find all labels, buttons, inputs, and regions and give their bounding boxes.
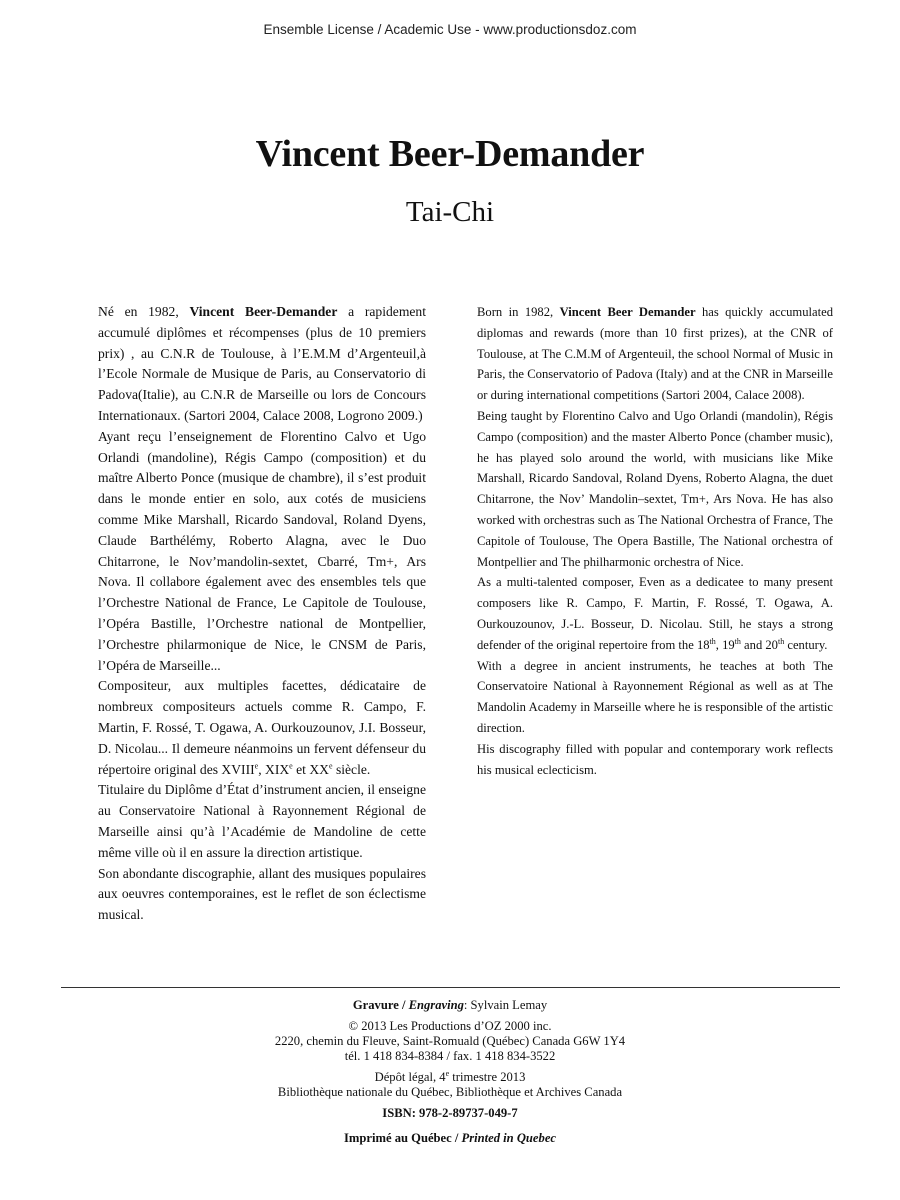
bio-fr-paragraph-2: Ayant reçu l’enseignement de Florentino Calvo et Ugo Orlandi (mandoline), Régis Campo (composition) et du maître Alberto Ponce (musique de chambre), il s’est produit dans le monde entier en solo, aux cotés de musiciens comme Mike Marshall, Ricardo Sandoval, Roland Dyens, Claude Barthélémy, Roberto Alagna, avec le Duo Chitarrone, le Nov’mandolin-sextet, Cbarré, Tm+, Ars Nova. Il collabore également avec des ensembles tels que l’Orchestre National de France, Le Capitole de Toulouse, l’Opéra Bastille, l’Orchestre national de Montpellier, l’Orchestre philarmonique de Nice, le CNSM de Paris, l’Opéra de Marseille... (98, 428, 426, 673)
bio-fr-paragraph-3: Compositeur, aux multiples facettes, dédicataire de nombreux compositeurs actuels comme R. Campo, F. Martin, F. Rossé, T. Ogawa, A. Ourkouzounov, J.I. Bosseur, D. Nicolau... Il demeure néanmoins un fervent défenseur du répertoire original des XVIIIe, XIXe et XXe siècle. (98, 678, 426, 777)
bio-en-paragraph-3: As a multi-talented composer, Even as a dedicatee to many present composers like R. Campo, F. Martin, F. Rossé, T. Ogawa, A. Ourkouzounov, J.-L. Bosseur, D. Nicolau. Still, he stays a strong defender of the original repertoire from the 18th, 19th and 20th century. (477, 575, 833, 652)
legal-deposit: Dépôt légal, 4e trimestre 2013 (374, 1068, 526, 1084)
bio-fr-paragraph-1: Né en 1982, Vincent Beer-Demander a rapidement accumulé diplômes et récompenses (plus de 10 premiers prix) , au C.N.R de Toulouse, à l’E.M.M d’Argenteuil,à l’Ecole Normale de Musique de Paris, au Conservatorio di Padova(Italie), au C.N.R de Marseille ou lors de Concours Internationaux. (Sartori 2004, Calace 2008, Logrono 2009.) (98, 304, 426, 423)
bio-en-paragraph-1: Born in 1982, Vincent Beer Demander has quickly accumulated diplomas and rewards (more than 10 first prizes), at the CNR of Toulouse, at The C.M.M of Argenteuil, the school Normal of Music in Paris, the Conservatorio of Padova (Italy) and at the CNR in Marseille or during international competitions (Sartori 2004, Calace 2008). (477, 305, 834, 403)
copyright-line: © 2013 Les Productions d’OZ 2000 inc. (348, 1019, 552, 1033)
bio-en-paragraph-4: With a degree in ancient instruments, he teaches at both The Conservatoire National à Rayonnement Régional as well as at The Mandolin Academy in Marseille where he is responsible of the artistic direction. (477, 658, 833, 735)
publisher-footer (0, 998, 900, 1146)
printed-in: Imprimé au Québec / Printed in Quebec (344, 1131, 556, 1145)
composer-name-bold: Vincent Beer-Demander (189, 304, 338, 319)
bio-fr-paragraph-4: Titulaire du Diplôme d’État d’instrument ancien, il enseigne au Conservatoire National à Rayonnement Régional de Marseille ainsi qu’à l’Académie de Mandoline de cette même ville où il en assure la direction artistique. (98, 782, 426, 860)
publisher-address: 2220, chemin du Fleuve, Saint-Romuald (Québec) Canada G6W 1Y4 (274, 1034, 626, 1048)
bio-fr-paragraph-5: Son abondante discographie, allant des musiques populaires aux oeuvres contemporaines, est le reflet de son éclectisme musical. (98, 865, 426, 923)
bio-en-paragraph-5: His discography filled with popular and contemporary work reflects his musical eclecticism. (477, 741, 833, 777)
composer-name-bold: Vincent Beer Demander (559, 305, 696, 319)
bio-en-paragraph-2: Being taught by Florentino Calvo and Ugo Orlandi (mandolin), Régis Campo (composition) and the master Alberto Ponce (chamber music), he has played solo around the world, with musicians like Mike Marshall, Ricardo Sandoval, Roland Dyens, Roberto Alagna, the duet Chitarrone, the Nov’ Mandolin–sextet, Tm+, Ars Nova. He has also worked with orchestras such as The National Orchestra of France, The Capitole of Toulouse, The Opera Bastille, The National orchestra of Montpellier and The philharmonic orchestra of Nice. (477, 408, 833, 569)
biography-french (98, 302, 426, 926)
isbn: ISBN: 978-2-89737-049-7 (382, 1106, 518, 1120)
license-header: Ensemble License / Academic Use - www.productionsdoz.com (263, 22, 637, 37)
footer-divider (61, 987, 840, 988)
publisher-phone: tél. 1 418 834-8384 / fax. 1 418 834-3522 (344, 1049, 556, 1063)
engraving-credit: Gravure / Engraving: Sylvain Lemay (352, 998, 548, 1012)
library-line: Bibliothèque nationale du Québec, Bibliothèque et Archives Canada (277, 1085, 623, 1099)
piece-title: Tai-Chi (405, 196, 495, 228)
composer-name: Vincent Beer-Demander (255, 133, 645, 175)
biography-english (477, 302, 833, 780)
